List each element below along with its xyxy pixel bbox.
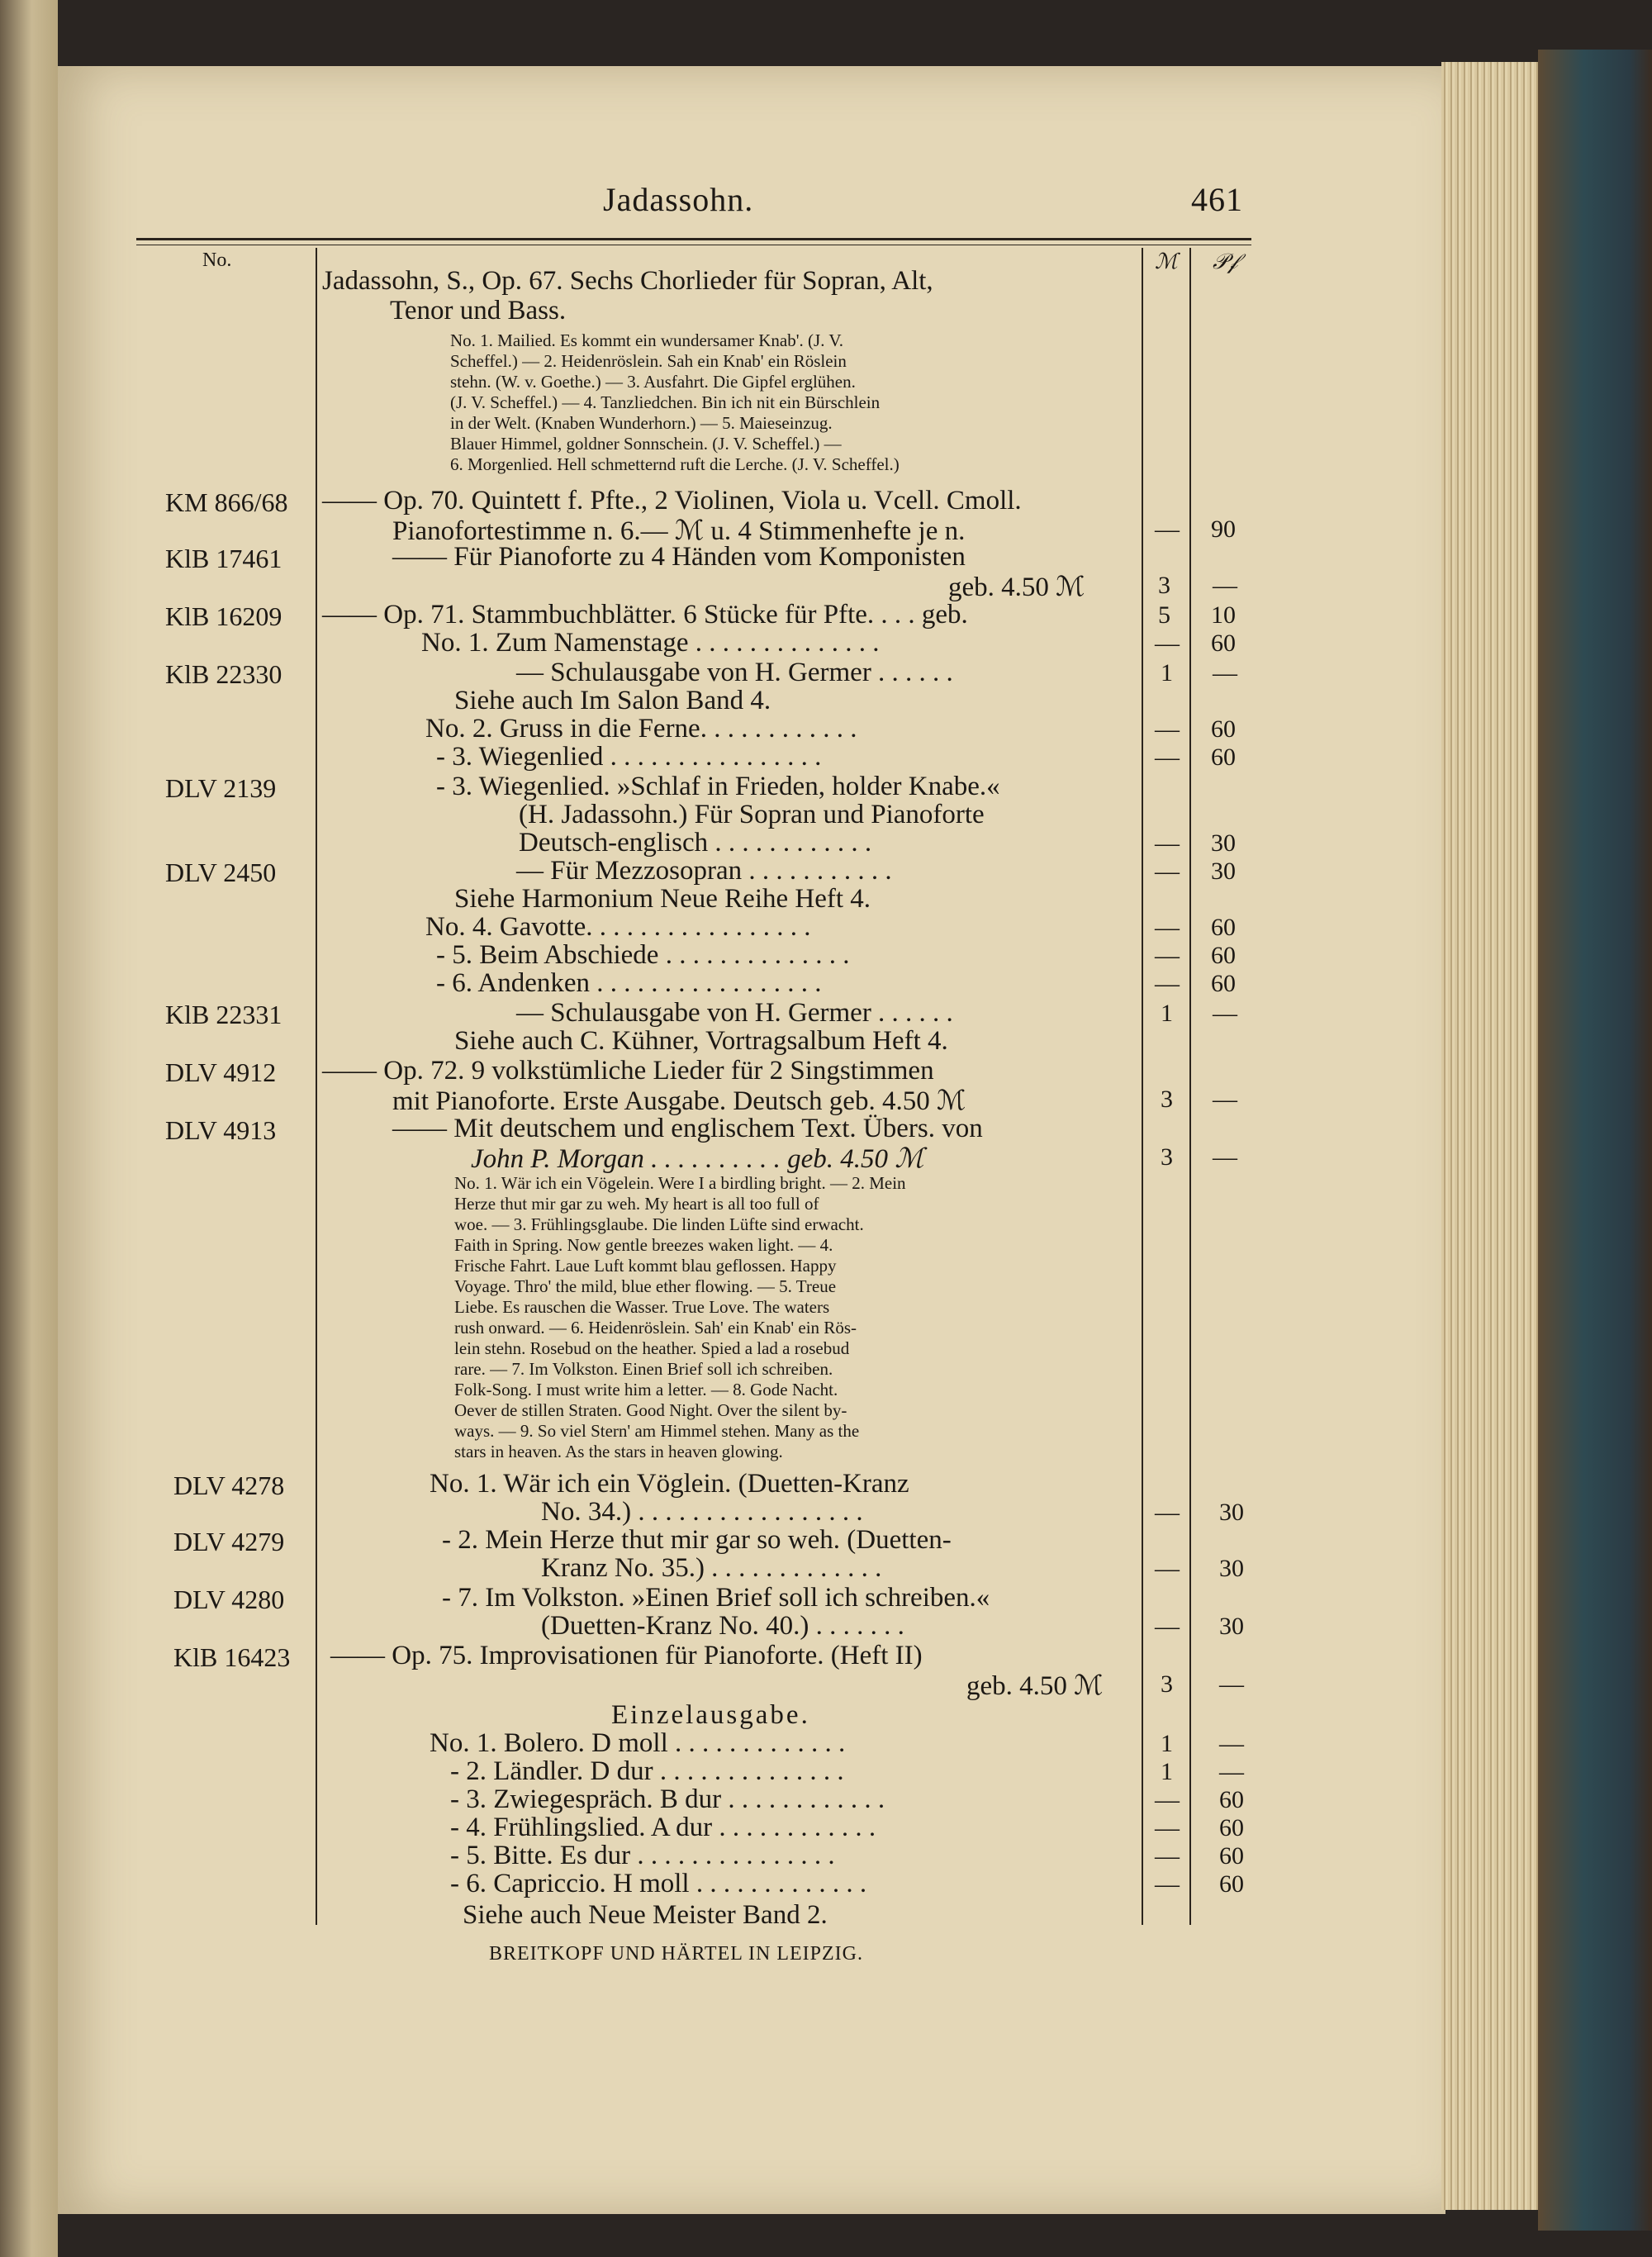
- price-pf: 90: [1211, 516, 1236, 543]
- entry-text: Siehe auch Neue Meister Band 2.: [463, 1900, 828, 1930]
- catalog-number: KlB 17461: [165, 544, 282, 573]
- contents-line: woe. — 3. Frühlingsglaube. Die linden Lüfte sind erwacht.: [454, 1214, 864, 1234]
- price-mark: 1: [1161, 1730, 1173, 1757]
- price-mark: —: [1155, 1499, 1180, 1526]
- header-rule: [136, 238, 1251, 240]
- price-mark: —: [1155, 858, 1180, 885]
- entry-text: Siehe auch Im Salon Band 4.: [454, 686, 771, 715]
- price-pf: —: [1213, 1000, 1237, 1027]
- contents-line: Frische Fahrt. Laue Luft kommt blau geflossen. Happy: [454, 1256, 837, 1276]
- col-header-no: No.: [202, 249, 232, 271]
- contents-line: 6. Morgenlied. Hell schmetternd ruft die Lerche. (J. V. Scheffel.): [450, 454, 900, 474]
- entry-text: —— Für Pianoforte zu 4 Händen vom Komponisten: [392, 542, 966, 572]
- contents-line: rush onward. — 6. Heidenröslein. Sah' ein Knab' ein Rös-: [454, 1318, 857, 1338]
- entry-text: geb. 4.50 ℳ: [966, 1671, 1104, 1701]
- entry-text: — Für Mezzosopran . . . . . . . . . . .: [516, 856, 892, 886]
- price-pf: 10: [1211, 601, 1236, 629]
- contents-line: rare. — 7. Im Volkston. Einen Brief soll ich schreiben.: [454, 1359, 833, 1379]
- contents-line: in der Welt. (Knaben Wunderhorn.) — 5. Maieseinzug.: [450, 413, 833, 433]
- price-pf: 30: [1211, 829, 1236, 857]
- entry-text: mit Pianoforte. Erste Ausgabe. Deutsch geb. 4.50 ℳ: [392, 1086, 966, 1116]
- price-pf: 30: [1219, 1499, 1244, 1526]
- price-pf: —: [1219, 1730, 1244, 1757]
- price-pf: 60: [1211, 914, 1236, 941]
- entry-text: - 4. Frühlingslied. A dur . . . . . . . . . . . .: [450, 1813, 876, 1842]
- price-mark: 3: [1161, 1670, 1173, 1698]
- entry-text: —— Mit deutschem und englischem Text. Übers. von: [392, 1114, 983, 1143]
- contents-line: Faith in Spring. Now gentle breezes waken light. — 4.: [454, 1235, 833, 1255]
- entry-text: - 3. Wiegenlied . . . . . . . . . . . . . . . .: [436, 742, 822, 772]
- price-mark: —: [1155, 1814, 1180, 1841]
- column-rule-pf: [1189, 248, 1191, 1925]
- catalog-number: KlB 16209: [165, 601, 282, 631]
- intro-title-line1: Jadassohn, S., Op. 67. Sechs Chorlieder für Sopran, Alt,: [322, 266, 933, 296]
- contents-line: No. 1. Wär ich ein Vögelein. Were I a birdling bright. — 2. Mein: [454, 1173, 906, 1193]
- entry-text: - 5. Bitte. Es dur . . . . . . . . . . . . . . .: [450, 1841, 835, 1870]
- entry-text: - 7. Im Volkston. »Einen Brief soll ich schreiben.«: [442, 1583, 990, 1613]
- page-edges: [1441, 62, 1540, 2210]
- catalog-number: DLV 4278: [173, 1471, 285, 1500]
- price-mark: —: [1155, 829, 1180, 857]
- contents-line: stars in heaven. As the stars in heaven glowing.: [454, 1442, 783, 1461]
- price-mark: 1: [1161, 1758, 1173, 1785]
- entry-text: - 3. Zwiegespräch. B dur . . . . . . . . . . . .: [450, 1784, 885, 1814]
- catalog-number: DLV 2450: [165, 858, 277, 887]
- catalog-number: DLV 4912: [165, 1057, 277, 1087]
- entry-text: Siehe auch C. Kühner, Vortragsalbum Heft 4.: [454, 1026, 948, 1056]
- price-pf: 60: [1219, 1814, 1244, 1841]
- price-mark: 1: [1161, 1000, 1173, 1027]
- price-pf: —: [1219, 1758, 1244, 1785]
- price-pf: —: [1219, 1670, 1244, 1698]
- price-mark: —: [1155, 715, 1180, 743]
- price-mark: 1: [1161, 659, 1173, 687]
- intro-title-line2: Tenor und Bass.: [390, 296, 567, 325]
- catalog-number: DLV 4913: [165, 1115, 277, 1145]
- column-rule-mark: [1142, 248, 1143, 1925]
- contents-line: Voyage. Thro' the mild, blue ether flowing. — 5. Treue: [454, 1276, 837, 1296]
- price-pf: 60: [1219, 1842, 1244, 1870]
- entry-text: No. 34.) . . . . . . . . . . . . . . . . .: [541, 1497, 863, 1527]
- price-mark: —: [1155, 942, 1180, 969]
- contents-line: Liebe. Es rauschen die Wasser. True Love. The waters: [454, 1297, 830, 1317]
- price-mark: —: [1155, 1613, 1180, 1640]
- price-pf: 60: [1211, 942, 1236, 969]
- page-number: 461: [1191, 181, 1243, 218]
- contents-line: No. 1. Mailied. Es kommt ein wundersamer Knab'. (J. V.: [450, 330, 844, 350]
- contents-line: Oever de stillen Straten. Good Night. Over the silent by-: [454, 1400, 847, 1420]
- price-mark: —: [1155, 970, 1180, 997]
- entry-text: (H. Jadassohn.) Für Sopran und Pianoforte: [519, 800, 985, 829]
- contents-line: Blauer Himmel, goldner Sonnschein. (J. V. Scheffel.) —: [450, 434, 842, 454]
- price-mark: —: [1155, 516, 1180, 543]
- entry-text: - 5. Beim Abschiede . . . . . . . . . . . . . .: [436, 940, 850, 970]
- price-mark: —: [1155, 1870, 1180, 1898]
- entry-text: —— Op. 75. Improvisationen für Pianoforte. (Heft II): [330, 1641, 923, 1670]
- entry-text: Deutsch-englisch . . . . . . . . . . . .: [519, 828, 872, 858]
- price-pf: 60: [1211, 970, 1236, 997]
- price-pf: 60: [1211, 715, 1236, 743]
- entry-text: Kranz No. 35.) . . . . . . . . . . . . .: [541, 1553, 882, 1583]
- entry-text: —— Op. 71. Stammbuchblätter. 6 Stücke für Pfte. . . . geb.: [322, 600, 968, 630]
- price-pf: —: [1213, 1143, 1237, 1171]
- price-mark: —: [1155, 1842, 1180, 1870]
- price-pf: 60: [1211, 744, 1236, 771]
- price-pf: 30: [1219, 1555, 1244, 1582]
- entry-text: geb. 4.50 ℳ: [948, 573, 1085, 602]
- contents-line: Herze thut mir gar zu weh. My heart is all too full of: [454, 1194, 819, 1214]
- entry-text: - 2. Ländler. D dur . . . . . . . . . . . . . .: [450, 1756, 844, 1786]
- price-mark: 3: [1161, 1143, 1173, 1171]
- publisher-footer: BREITKOPF UND HÄRTEL IN LEIPZIG.: [489, 1943, 863, 1965]
- entry-text: No. 1. Zum Namenstage . . . . . . . . . . . . . .: [421, 628, 880, 658]
- catalog-number: KlB 22330: [165, 659, 282, 689]
- col-header-pf: 𝒫𝒻: [1213, 249, 1238, 273]
- facing-page-edge: [0, 0, 58, 2257]
- entry-text: — Schulausgabe von H. Germer . . . . . .: [516, 658, 953, 687]
- entry-text: No. 2. Gruss in die Ferne. . . . . . . . . . . .: [425, 714, 857, 744]
- price-pf: 30: [1211, 858, 1236, 885]
- contents-line: Scheffel.) — 2. Heidenröslein. Sah ein Knab' ein Röslein: [450, 351, 847, 371]
- column-rule-left: [316, 248, 317, 1925]
- contents-line: stehn. (W. v. Goethe.) — 3. Ausfahrt. Die Gipfel erglühen.: [450, 372, 856, 392]
- price-mark: —: [1155, 1786, 1180, 1813]
- catalog-number: KlB 16423: [173, 1642, 291, 1672]
- entry-text: No. 4. Gavotte. . . . . . . . . . . . . . . . .: [425, 912, 811, 942]
- catalog-number: DLV 4279: [173, 1527, 285, 1556]
- entry-text: No. 1. Bolero. D moll . . . . . . . . . . . . .: [430, 1728, 846, 1758]
- price-mark: 3: [1161, 1086, 1173, 1113]
- catalog-number: DLV 4280: [173, 1585, 285, 1614]
- entry-text: —— Op. 72. 9 volkstümliche Lieder für 2 Singstimmen: [322, 1056, 934, 1086]
- entry-text: - 6. Andenken . . . . . . . . . . . . . . . . .: [436, 968, 822, 998]
- running-head: Jadassohn.: [603, 181, 754, 218]
- entry-text: Siehe Harmonium Neue Reihe Heft 4.: [454, 884, 871, 914]
- price-pf: —: [1213, 1086, 1237, 1113]
- catalog-number: KlB 22331: [165, 1000, 282, 1029]
- price-pf: —: [1213, 572, 1237, 599]
- entry-text: - 3. Wiegenlied. »Schlaf in Frieden, holder Knabe.«: [436, 772, 1000, 801]
- contents-line: Folk-Song. I must write him a letter. — 8. Gode Nacht.: [454, 1380, 838, 1399]
- contents-line: ways. — 9. So viel Stern' am Himmel stehen. Many as the: [454, 1421, 860, 1441]
- price-pf: 30: [1219, 1613, 1244, 1640]
- contents-line: (J. V. Scheffel.) — 4. Tanzliedchen. Bin ich nit ein Bürschlein: [450, 392, 881, 412]
- entry-text: - 2. Mein Herze thut mir gar so weh. (Duetten-: [442, 1525, 952, 1555]
- section-heading: Einzelausgabe.: [611, 1700, 810, 1730]
- price-mark: —: [1155, 914, 1180, 941]
- entry-text: —— Op. 70. Quintett f. Pfte., 2 Violinen, Viola u. Vcell. Cmoll.: [322, 486, 1022, 516]
- price-mark: 3: [1158, 572, 1170, 599]
- price-pf: —: [1213, 659, 1237, 687]
- price-pf: 60: [1219, 1786, 1244, 1813]
- catalog-number: DLV 2139: [165, 773, 277, 803]
- book-spine: [1538, 50, 1652, 2231]
- col-header-mark: ℳ: [1155, 249, 1178, 273]
- entry-text: - 6. Capriccio. H moll . . . . . . . . . . . . .: [450, 1869, 867, 1898]
- entry-text: No. 1. Wär ich ein Vöglein. (Duetten-Kranz: [430, 1469, 909, 1499]
- entry-text: Pianofortestimme n. 6.— ℳ u. 4 Stimmenhefte je n.: [392, 516, 966, 546]
- price-pf: 60: [1219, 1870, 1244, 1898]
- price-pf: 60: [1211, 630, 1236, 657]
- entry-text: John P. Morgan . . . . . . . . . . geb. 4.50 ℳ: [471, 1144, 924, 1174]
- contents-line: lein stehn. Rosebud on the heather. Spied a lad a rosebud: [454, 1338, 850, 1358]
- price-mark: 5: [1158, 601, 1170, 629]
- price-mark: —: [1155, 1555, 1180, 1582]
- price-mark: —: [1155, 630, 1180, 657]
- entry-text: (Duetten-Kranz No. 40.) . . . . . . .: [541, 1611, 904, 1641]
- entry-text: — Schulausgabe von H. Germer . . . . . .: [516, 998, 953, 1028]
- price-mark: —: [1155, 744, 1180, 771]
- catalog-number: KM 866/68: [165, 487, 288, 517]
